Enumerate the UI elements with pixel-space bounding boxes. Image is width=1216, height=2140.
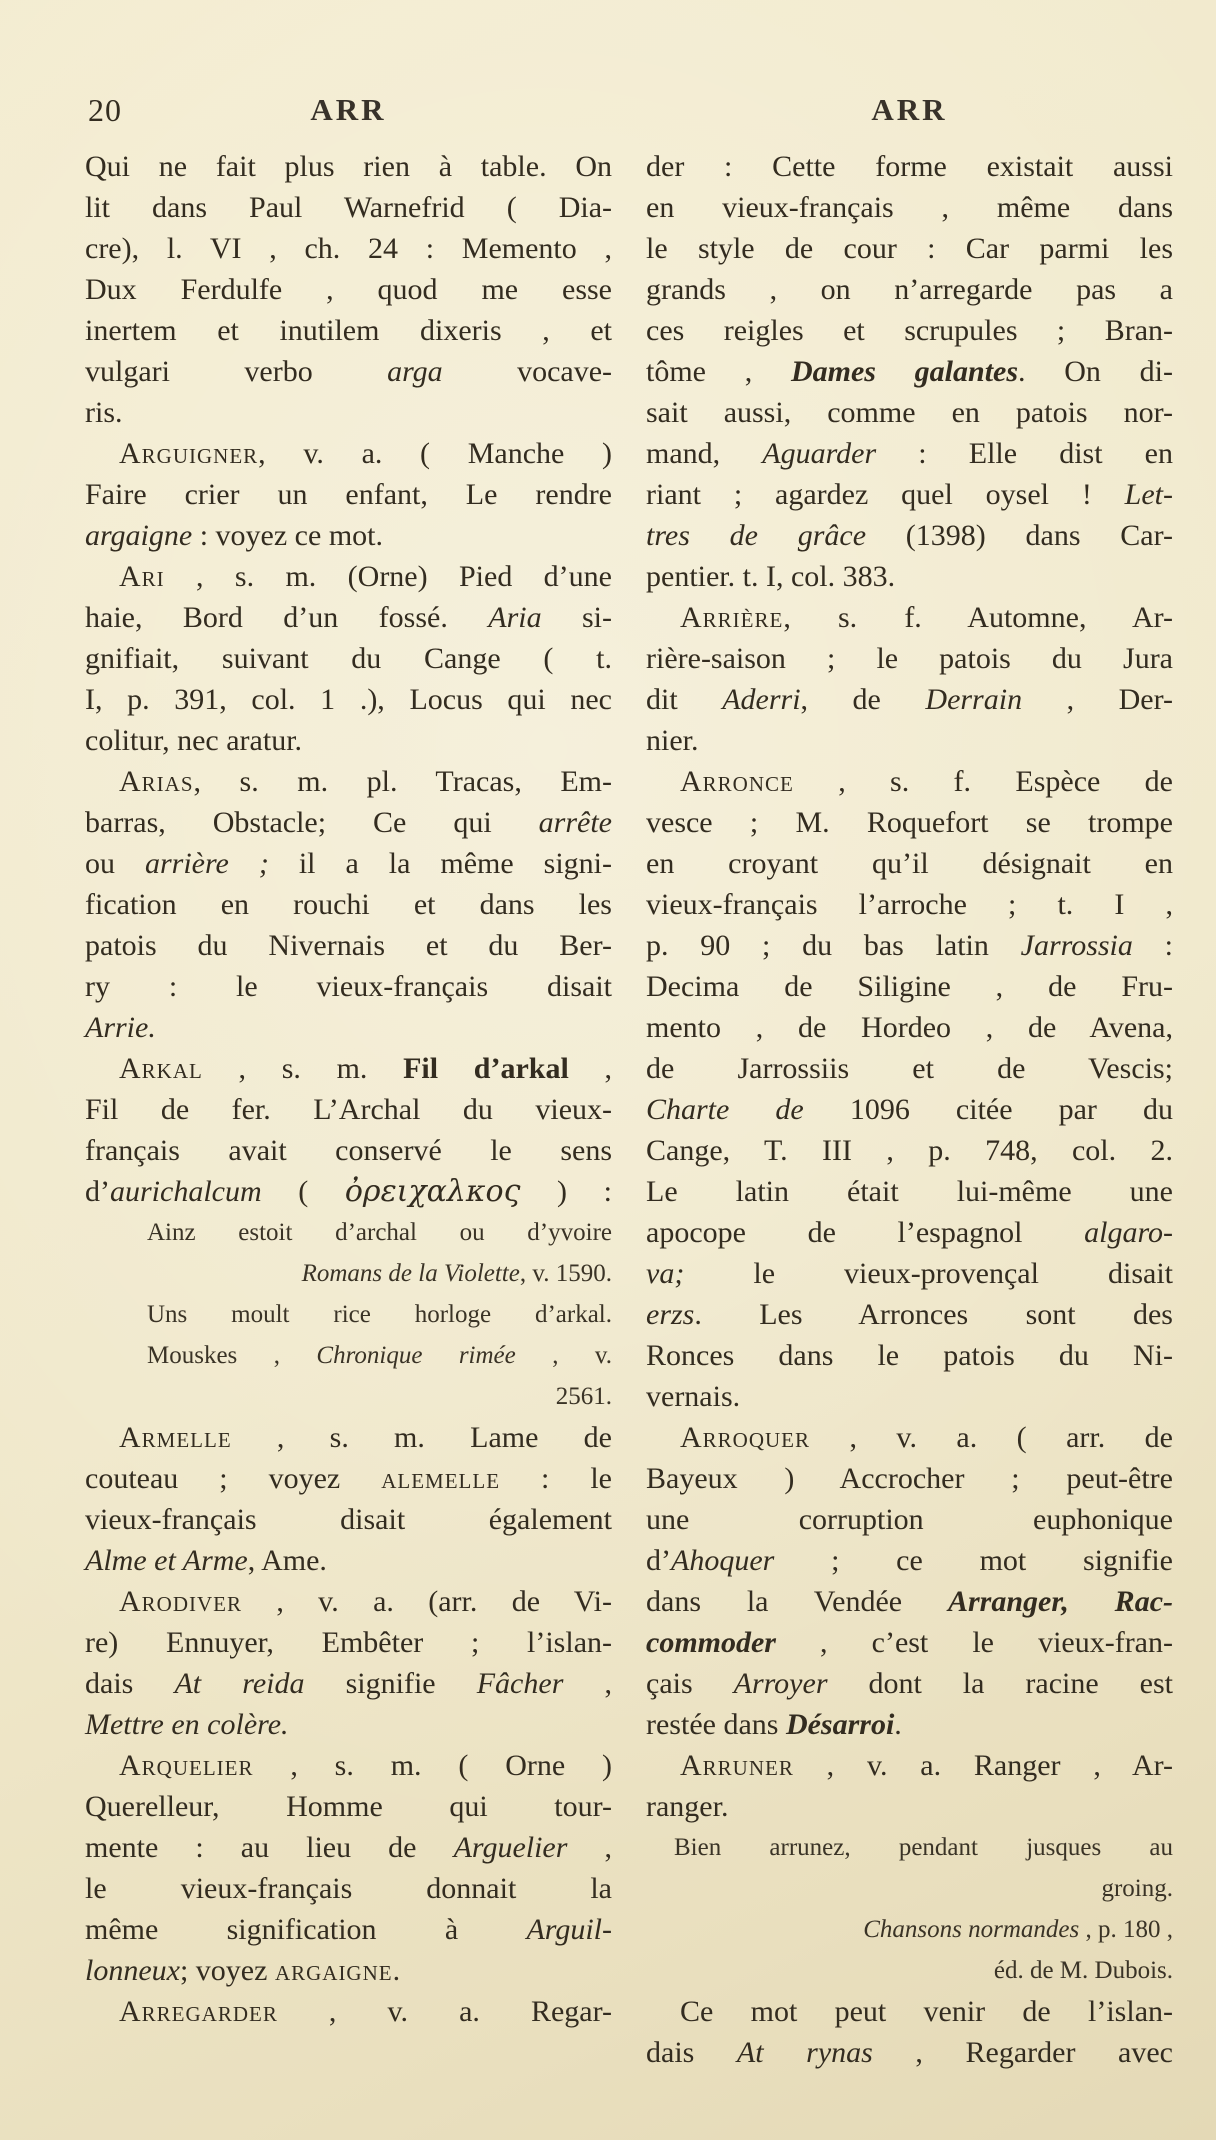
text-line: rière-saison ; le patois du Jura [646, 642, 1173, 675]
text-line: ranger. [646, 1790, 729, 1823]
text-line: haie, Bord d’un fossé. Aria si- [85, 601, 612, 634]
text-line: Arguigner, v. a. ( Manche ) [119, 437, 612, 470]
text-line: Ronces dans le patois du Ni- [646, 1339, 1173, 1372]
text-line: Arroquer , v. a. ( arr. de [680, 1421, 1173, 1454]
text-line: Mouskes , Chronique rimée , v. [147, 1342, 612, 1369]
text-line: éd. de M. Dubois. [993, 1957, 1173, 1984]
text-line: 2561. [555, 1383, 612, 1410]
text-line: lit dans Paul Warnefrid ( Dia- [85, 191, 612, 224]
text-line: couteau ; voyez alemelle : le [85, 1462, 612, 1495]
text-line: erzs. Les Arronces sont des [646, 1298, 1173, 1331]
text-line: barras, Obstacle; Ce qui arrête [85, 806, 612, 839]
text-line: Chansons normandes , p. 180 , [863, 1916, 1173, 1943]
text-line: Arregarder , v. a. Regar- [119, 1995, 612, 2028]
text-line: même signification à Arguil- [85, 1913, 612, 1946]
text-line: dans la Vendée Arranger, Rac- [646, 1585, 1173, 1618]
text-line: Ainz estoit d’archal ou d’yvoire [147, 1219, 612, 1246]
text-line: sait aussi, comme en patois nor- [646, 396, 1173, 429]
text-line: Arkal , s. m. Fil d’arkal , [119, 1052, 612, 1085]
text-line: le vieux-français donnait la [85, 1872, 612, 1905]
text-line: çais Arroyer dont la racine est [646, 1667, 1173, 1700]
text-line: va; le vieux-provençal disait [646, 1257, 1173, 1290]
text-line: fication en rouchi et dans les [85, 888, 612, 921]
text-line: Ce mot peut venir de l’islan- [680, 1995, 1173, 2028]
text-line: vieux-français l’arroche ; t. I , [646, 888, 1173, 921]
text-line: Armelle , s. m. Lame de [119, 1421, 612, 1454]
text-line: Decima de Siligine , de Fru- [646, 970, 1173, 1003]
text-line: mento , de Hordeo , de Avena, [646, 1011, 1173, 1044]
text-line: Mettre en colère. [85, 1708, 289, 1741]
text-line: der : Cette forme existait aussi [646, 150, 1173, 183]
text-line: commoder , c’est le vieux-fran- [646, 1626, 1173, 1659]
text-line: Querelleur, Homme qui tour- [85, 1790, 612, 1823]
text-line: Dux Ferdulfe , quod me esse [85, 273, 612, 306]
text-line: Arodiver , v. a. (arr. de Vi- [119, 1585, 612, 1618]
text-line: Bayeux ) Accrocher ; peut-être [646, 1462, 1173, 1495]
text-line: re) Ennuyer, Embêter ; l’islan- [85, 1626, 612, 1659]
text-line: Arias, s. m. pl. Tracas, Em- [119, 765, 612, 798]
text-line: le style de cour : Car parmi les [646, 232, 1173, 265]
text-line: une corruption euphonique [646, 1503, 1173, 1536]
text-line: mand, Aguarder : Elle dist en [646, 437, 1173, 470]
text-line: vulgari verbo arga vocave- [85, 355, 612, 388]
text-line: mente : au lieu de Arguelier , [85, 1831, 612, 1864]
text-line: Qui ne fait plus rien à table. On [85, 150, 612, 183]
text-line: pentier. t. I, col. 383. [646, 560, 896, 593]
text-line: inertem et inutilem dixeris , et [85, 314, 612, 347]
text-line: de Jarrossiis et de Vescis; [646, 1052, 1173, 1085]
text-line: argaigne : voyez ce mot. [85, 519, 383, 552]
text-line: tôme , Dames galantes. On di- [646, 355, 1173, 388]
text-line: vesce ; M. Roquefort se trompe [646, 806, 1173, 839]
text-line: en vieux-français , même dans [646, 191, 1173, 224]
column-left [85, 146, 612, 2032]
text-line: grands , on n’arregarde pas a [646, 273, 1173, 306]
running-head-right: ARR [871, 92, 948, 127]
text-line: Arrie. [85, 1011, 156, 1044]
text-line: Fil de fer. L’Archal du vieux- [85, 1093, 612, 1126]
text-line: p. 90 ; du bas latin Jarrossia : [646, 929, 1173, 962]
text-line: Le latin était lui-même une [646, 1175, 1173, 1208]
text-line: Arrière, s. f. Automne, Ar- [680, 601, 1173, 634]
text-line: nier. [646, 724, 699, 757]
text-line: Uns moult rice horloge d’arkal. [147, 1301, 612, 1328]
text-line: français avait conservé le sens [85, 1134, 612, 1167]
running-head-left: ARR [310, 92, 387, 127]
text-line: Ari , s. m. (Orne) Pied d’une [119, 560, 612, 593]
text-line: groing. [1101, 1875, 1173, 1902]
text-line: colitur, nec aratur. [85, 724, 303, 757]
text-line: Faire crier un enfant, Le rendre [85, 478, 612, 511]
text-line: d’aurichalcum ( ὀρειχαλκος ) : [85, 1174, 612, 1209]
text-line: ces reigles et scrupules ; Bran- [646, 314, 1173, 347]
page-number: 20 [88, 92, 122, 128]
text-line: Cange, T. III , p. 748, col. 2. [646, 1134, 1173, 1167]
text-line: lonneux; voyez argaigne. [85, 1954, 401, 1987]
column-right [646, 146, 1173, 2073]
text-line: dais At rynas , Regarder avec [646, 2036, 1173, 2069]
text-line: Arronce , s. f. Espèce de [680, 765, 1173, 798]
text-line: Charte de 1096 citée par du [646, 1093, 1174, 1126]
text-line: riant ; agardez quel oysel ! Let- [646, 478, 1173, 511]
text-line: cre), l. VI , ch. 24 : Memento , [85, 232, 612, 265]
text-line: gnifiait, suivant du Cange ( t. [85, 642, 612, 675]
text-line: Romans de la Violette, v. 1590. [301, 1260, 612, 1287]
text-line: ry : le vieux-français disait [85, 970, 612, 1003]
text-line: vernais. [646, 1380, 741, 1413]
text-line: Arquelier , s. m. ( Orne ) [119, 1749, 612, 1782]
text-line: ris. [85, 396, 123, 429]
text-line: dit Aderri, de Derrain , Der- [646, 683, 1173, 716]
text-line: dais At reida signifie Fâcher , [85, 1667, 613, 1700]
text-line: apocope de l’espagnol algaro- [646, 1216, 1173, 1249]
text-line: d’Ahoquer ; ce mot signifie [646, 1544, 1173, 1577]
text-line: I, p. 391, col. 1 .), Locus qui nec [85, 683, 612, 716]
text-line: restée dans Désarroi. [646, 1708, 902, 1741]
text-line: Bien arrunez, pendant jusques au [674, 1834, 1173, 1861]
text-line: vieux-français disait également [85, 1503, 612, 1536]
text-line: ou arrière ; il a la même signi- [85, 847, 613, 880]
text-line: Arruner , v. a. Ranger , Ar- [680, 1749, 1173, 1782]
text-line: patois du Nivernais et du Ber- [85, 929, 612, 962]
text-line: Alme et Arme, Ame. [85, 1544, 327, 1577]
text-line: en croyant qu’il désignait en [646, 847, 1173, 880]
text-line: tres de grâce (1398) dans Car- [646, 519, 1173, 552]
